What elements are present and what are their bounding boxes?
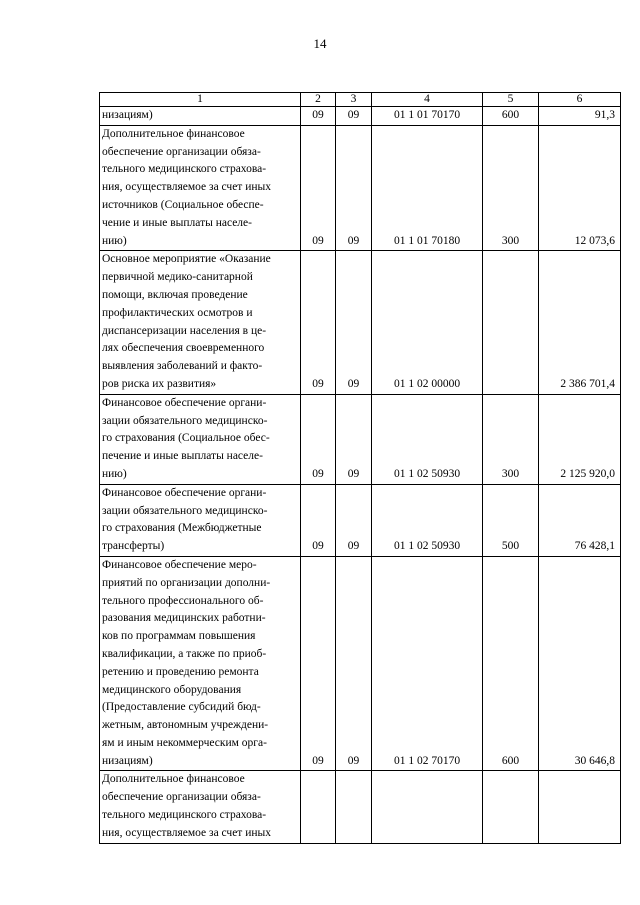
- table-row: [100, 556, 621, 771]
- cell-name-line: Дополнительное финансовое: [102, 127, 245, 140]
- cell-amount: 30 646,8: [539, 556, 621, 771]
- cell-name-line: медицинского оборудования: [102, 683, 242, 696]
- cell-name-line: низациям): [102, 109, 153, 121]
- cell-name-line: ям и иным некоммерческим орга-: [102, 736, 267, 749]
- table-row: [100, 484, 621, 556]
- cell-name-line: (Предоставление субсидий бюд-: [102, 701, 261, 714]
- cell-target-article: 01 1 01 70170: [372, 107, 483, 126]
- cell-name-line: обеспечение организации обяза-: [102, 791, 261, 804]
- cell-name-line: печение и иные выплаты населе-: [102, 450, 263, 463]
- cell-expense-type: 300: [483, 125, 539, 251]
- cell-section: 09: [301, 251, 336, 394]
- header-col-6: 6: [539, 93, 621, 107]
- table-row: [100, 107, 621, 126]
- cell-target-article: 01 1 02 70170: [372, 556, 483, 771]
- cell-subsection: [336, 771, 372, 843]
- cell-name-line: Финансовое обеспечение органи-: [102, 486, 267, 499]
- cell-expense-type: 600: [483, 107, 539, 126]
- cell-target-article: 01 1 02 50930: [372, 484, 483, 556]
- cell-name-line: зации обязательного медицинско-: [102, 414, 268, 427]
- cell-name: [100, 251, 301, 394]
- table-body: [100, 107, 621, 844]
- cell-name-line: низациям): [102, 754, 153, 767]
- cell-amount: 76 428,1: [539, 484, 621, 556]
- cell-name-line: тельного профессионального об-: [102, 594, 264, 607]
- cell-name-line: тельного медицинского страхова-: [102, 809, 267, 822]
- header-col-2: 2: [301, 93, 336, 107]
- cell-subsection: 09: [336, 251, 372, 394]
- cell-name-line: выявления заболеваний и факто-: [102, 360, 263, 373]
- cell-name-line: разования медицинских работни-: [102, 612, 266, 625]
- cell-name-line: ров риска их развития»: [102, 377, 217, 390]
- cell-name: [100, 125, 301, 251]
- cell-section: 09: [301, 556, 336, 771]
- cell-expense-type: [483, 771, 539, 843]
- cell-amount: 12 073,6: [539, 125, 621, 251]
- cell-name-line: чение и иные выплаты населе-: [102, 216, 252, 229]
- cell-subsection: 09: [336, 394, 372, 484]
- cell-name-line: ков по программам повышения: [102, 630, 256, 643]
- cell-section: [301, 771, 336, 843]
- cell-name: [100, 484, 301, 556]
- header-col-5: 5: [483, 93, 539, 107]
- table-header-row: [100, 93, 621, 107]
- cell-name-line: диспансеризации населения в це-: [102, 324, 267, 337]
- table-row: [100, 771, 621, 843]
- header-col-4: 4: [372, 93, 483, 107]
- cell-name-line: первичной медико-санитарной: [102, 271, 253, 284]
- cell-name: [100, 771, 301, 843]
- cell-name-line: ния, осуществляемое за счет иных: [102, 181, 271, 194]
- cell-amount: [539, 771, 621, 843]
- cell-name-line: го страхования (Социальное обес-: [102, 432, 270, 445]
- cell-name-line: профилактических осмотров и: [102, 306, 253, 319]
- cell-target-article: [372, 771, 483, 843]
- cell-name-line: трансферты): [102, 540, 165, 553]
- table-row: [100, 394, 621, 484]
- page-number: 14: [313, 36, 327, 51]
- cell-name-line: Финансовое обеспечение органи-: [102, 396, 267, 409]
- cell-target-article: 01 1 01 70180: [372, 125, 483, 251]
- cell-name-line: нию): [102, 467, 127, 480]
- cell-name-line: Основное мероприятие «Оказание: [102, 253, 271, 266]
- cell-amount: 2 125 920,0: [539, 394, 621, 484]
- cell-name-line: ния, осуществляемое за счет иных: [102, 826, 271, 839]
- cell-name-line: приятий по организации дополни-: [102, 576, 271, 589]
- budget-table: [99, 92, 621, 844]
- cell-section: 09: [301, 394, 336, 484]
- cell-section: 09: [301, 125, 336, 251]
- cell-expense-type: 300: [483, 394, 539, 484]
- cell-subsection: 09: [336, 484, 372, 556]
- cell-section: 09: [301, 484, 336, 556]
- cell-subsection: 09: [336, 556, 372, 771]
- cell-name-line: квалификации, а также по приоб-: [102, 647, 267, 660]
- cell-name: [100, 107, 301, 126]
- cell-name-line: Дополнительное финансовое: [102, 773, 245, 786]
- cell-expense-type: [483, 251, 539, 394]
- cell-name-line: зации обязательного медицинско-: [102, 504, 268, 517]
- cell-name-line: лях обеспечения своевременного: [102, 342, 265, 355]
- cell-name-line: тельного медицинского страхова-: [102, 163, 267, 176]
- cell-subsection: 09: [336, 107, 372, 126]
- cell-name-line: ретению и проведению ремонта: [102, 665, 259, 678]
- cell-name: [100, 394, 301, 484]
- cell-target-article: 01 1 02 50930: [372, 394, 483, 484]
- cell-name-line: помощи, включая проведение: [102, 288, 248, 301]
- cell-name-line: источников (Социальное обеспе-: [102, 198, 264, 211]
- header-col-1: 1: [100, 93, 301, 107]
- cell-name-line: обеспечение организации обяза-: [102, 145, 261, 158]
- cell-name: [100, 556, 301, 771]
- cell-expense-type: 600: [483, 556, 539, 771]
- table-row: [100, 125, 621, 251]
- cell-name-line: Финансовое обеспечение меро-: [102, 558, 257, 571]
- cell-name-line: жетным, автономным учреждени-: [102, 719, 269, 732]
- cell-amount: 91,3: [539, 107, 621, 126]
- cell-expense-type: 500: [483, 484, 539, 556]
- cell-target-article: 01 1 02 00000: [372, 251, 483, 394]
- table-row: [100, 251, 621, 394]
- cell-name-line: нию): [102, 234, 127, 247]
- cell-subsection: 09: [336, 125, 372, 251]
- cell-amount: 2 386 701,4: [539, 251, 621, 394]
- cell-section: 09: [301, 107, 336, 126]
- header-col-3: 3: [336, 93, 372, 107]
- cell-name-line: го страхования (Межбюджетные: [102, 522, 262, 535]
